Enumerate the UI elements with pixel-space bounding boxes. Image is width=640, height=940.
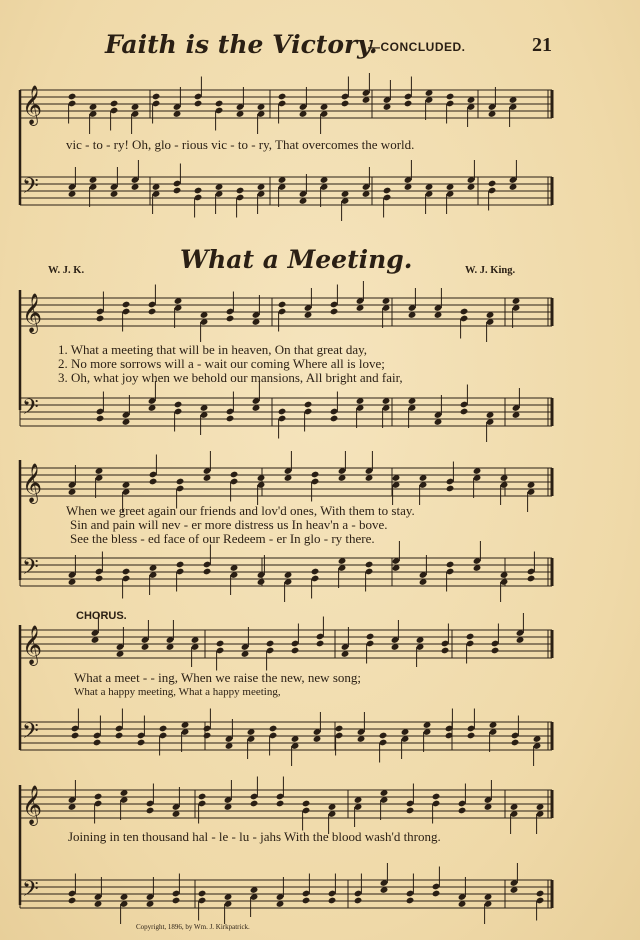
note-head [466,633,475,641]
note-head [458,807,467,815]
note-head [316,640,325,648]
note-head [491,647,500,655]
bass-clef: 𝄢 [22,174,39,204]
note-head [536,890,545,898]
note-head [203,568,212,576]
note-head [302,800,311,808]
note-head [203,732,212,740]
note-head [311,568,320,576]
note-head [291,647,300,655]
note-head [328,897,337,905]
note-head [159,725,168,733]
note-head [354,897,363,905]
note-head [94,793,103,801]
note-head [68,897,77,905]
note-head [236,187,245,195]
note-head [511,739,520,747]
note-head [460,408,469,416]
note-head [176,478,185,486]
note-head [93,739,102,747]
note-head [122,301,131,309]
concluded-label: —CONCLUDED. [368,40,466,54]
verse-1-line-b: When we greet again our friends and lov'd ones, With them to stay. [66,503,415,518]
note-head [172,897,181,905]
note-head [266,640,275,648]
note-head [304,401,313,409]
note-head [278,301,287,309]
note-head [96,415,105,423]
note-head [278,93,287,101]
treble-clef: 𝄞 [22,293,43,333]
note-head [330,308,339,316]
note-head [215,100,224,108]
note-head [330,415,339,423]
note-head [278,408,287,416]
chorus-alto-lyric: What a happy meeting, What a happy meeting, [74,686,281,698]
note-head [432,890,441,898]
note-head [152,93,161,101]
note-head [460,308,469,316]
note-head [194,100,203,108]
copyright-notice: Copyright, 1896, by Wm. J. Kirkpatrick. [136,923,250,931]
note-head [95,575,104,583]
note-head [122,568,131,576]
verse-1-line-a: 1. What a meeting that will be in heaven, On that great day, [58,342,368,357]
verse-2-line-a: 2. No more sorrows will a - wait our coming Where all is love; [58,356,385,371]
note-head [198,793,207,801]
chorus-lyric-1: What a meet - - ing, When we raise the new, new song; [74,670,361,685]
note-head [194,187,203,195]
note-head [71,732,80,740]
bass-clef: 𝄢 [22,395,39,425]
note-head [467,732,476,740]
note-head [311,471,320,479]
treble-clef: 𝄞 [22,463,43,503]
treble-clef: 𝄞 [22,625,43,665]
note-head [250,800,259,808]
note-head [226,315,235,323]
note-head [406,807,415,815]
note-head [230,471,239,479]
note-head [68,93,77,101]
note-head [96,315,105,323]
note-head [149,478,158,486]
note-head [432,793,441,801]
note-head [276,800,285,808]
note-head [341,100,350,108]
verse-3-line-b: See the bless - ed face of our Redeem - er In glo - ry there. [70,531,375,546]
lyric-line-faith: vic - to - ry! Oh, glo - rious vic - to - ry, That overcomes the world. [66,137,415,152]
bass-clef: 𝄢 [22,555,39,585]
note-head [269,725,278,733]
note-head [137,739,146,747]
note-head [115,732,124,740]
note-head [148,308,157,316]
note-head [446,561,455,569]
note-head [365,561,374,569]
treble-clef: 𝄞 [22,85,43,125]
note-head [226,415,235,423]
chorus-lyric-2: Joining in ten thousand hal - le - lu - jahs With the blood wash'd throng. [68,829,441,844]
note-head [404,100,413,108]
page-number: 21 [532,34,552,56]
note-head [527,575,536,583]
note-head [335,725,344,733]
note-head [198,890,207,898]
note-head [383,187,392,195]
note-head [488,180,497,188]
note-head [446,485,455,493]
note-head [302,897,311,905]
note-head [173,187,182,195]
hymn-title-faith: Faith is the Victory. [105,30,378,59]
verse-3-line-a: 3. Oh, what joy when we behold our mansions, All bright and fair, [58,370,403,385]
note-head [146,807,155,815]
verse-2-line-b: Sin and pain will nev - er more distress us In heav'n a - bove. [70,517,388,532]
chorus-label: CHORUS. [76,610,127,622]
bass-clef: 𝄢 [22,877,39,907]
note-head [379,732,388,740]
note-head [446,93,455,101]
note-head [174,401,183,409]
note-head [406,897,415,905]
words-credit: W. J. K. [48,265,85,276]
bass-clef: 𝄢 [22,719,39,749]
note-head [176,561,185,569]
note-head [110,100,119,108]
note-head [366,633,375,641]
note-head [441,647,450,655]
treble-clef: 𝄞 [22,785,43,825]
hymn-title-meeting: What a Meeting. [180,245,413,274]
music-credit: W. J. King. [465,265,516,276]
note-head [216,640,225,648]
